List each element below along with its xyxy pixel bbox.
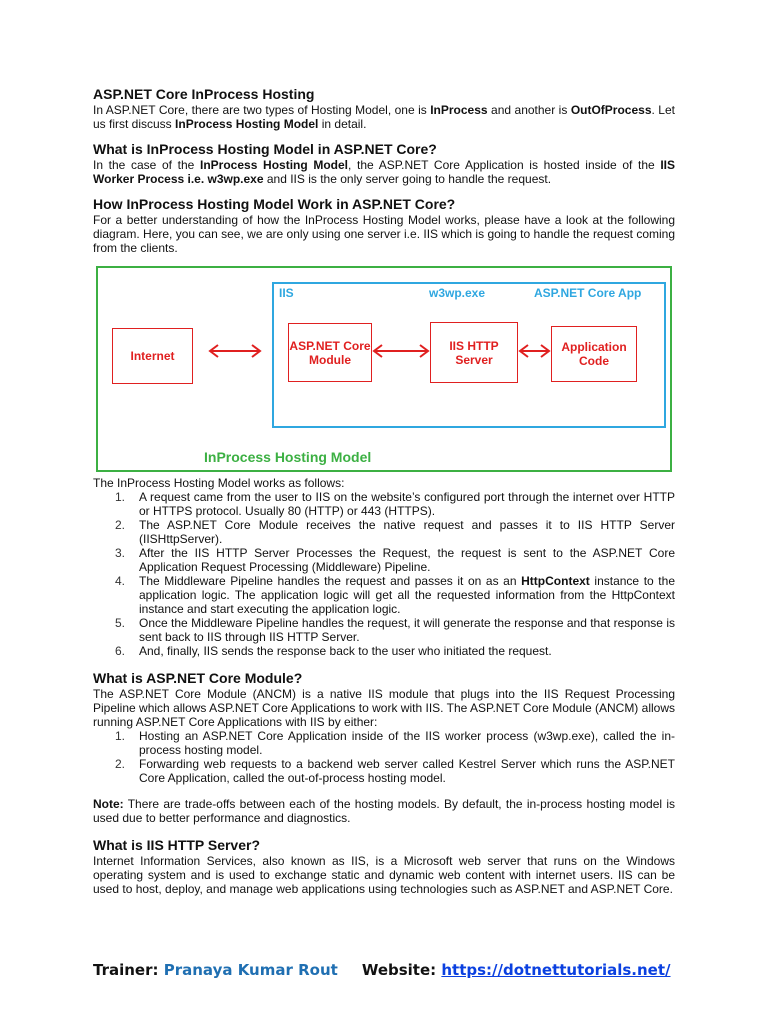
list-text: Forwarding web requests to a backend web server called Kestrel Server which runs the ASP.NET Core Application, called the out-of-process hosting model. [139, 757, 675, 785]
aspnet-core-app-label: ASP.NET Core App [534, 286, 642, 300]
list-item [93, 518, 675, 546]
heading-what-is-inprocess: What is InProcess Hosting Model in ASP.NET Core? [93, 141, 437, 157]
list-number: 4. [115, 574, 126, 588]
steps-intro: The InProcess Hosting Model works as follows: [93, 476, 345, 490]
list-text: The ASP.NET Core Module receives the native request and passes it to IIS HTTP Server (IISHttpServer). [139, 518, 675, 546]
list-text: The Middleware Pipeline handles the request and passes it on as an [139, 574, 522, 588]
list-text: After the IIS HTTP Server Processes the Request, the request is sent to the ASP.NET Core Application Request Processing (Middleware) Pipeline. [139, 546, 675, 574]
text: in detail. [318, 117, 367, 131]
text: and IIS is the only server going to handle the request. [263, 172, 552, 186]
list-number: 5. [115, 616, 126, 630]
document-body-lower [93, 476, 675, 896]
note-label: Note: [93, 797, 124, 811]
heading-aspnet-core-module: What is ASP.NET Core Module? [93, 670, 303, 686]
bold-text: InProcess [430, 103, 488, 117]
note-paragraph [93, 797, 675, 825]
module-label: ASP.NET Core Module [289, 338, 371, 367]
steps-list [93, 490, 675, 658]
list-item [93, 757, 675, 785]
w3wp-label: w3wp.exe [429, 286, 486, 300]
text: In the case of the [93, 158, 201, 172]
module-list [93, 729, 675, 785]
list-item [93, 644, 675, 658]
bold-text: InProcess Hosting Model [175, 117, 319, 131]
iis-paragraph: Internet Information Services, also known as IIS, is a Microsoft web server that runs on the Windows operating system and is used to exchange static and dynamic web content with internet users. IIS can be used to host, deploy, and manage web applications using technologies such as ASP.NET and ASP.NET Core. [93, 854, 675, 896]
heading-how-inprocess-works: How InProcess Hosting Model Work in ASP.NET Core? [93, 196, 456, 212]
bold-text: InProcess Hosting Model [200, 158, 349, 172]
text: and another is [487, 103, 571, 117]
list-item [93, 546, 675, 574]
list-text: A request came from the user to IIS on the website’s configured port through the internet over HTTP or HTTPS protocol. Usually 80 (HTTP) or 443 (HTTPS). [139, 490, 675, 518]
list-number: 2. [115, 757, 126, 771]
how-paragraph: For a better understanding of how the InProcess Hosting Model works, please have a look at the following diagram. Here, you can see, we are only using one server i.e. IIS which is going to handle the request coming from the clients. [93, 213, 675, 255]
text: . Let us first discuss [93, 103, 675, 131]
internet-label: Internet [130, 349, 175, 363]
list-text: Hosting an ASP.NET Core Application inside of the IIS worker process (w3wp.exe), called the in-process hosting model. [139, 729, 675, 757]
list-text: And, finally, IIS sends the response back to the user who initiated the request. [139, 644, 552, 658]
list-number: 3. [115, 546, 126, 560]
list-text: Once the Middleware Pipeline handles the request, it will generate the response and that response is sent back to IIS through IIS HTTP Server. [139, 616, 675, 644]
footer [93, 961, 671, 979]
list-number: 1. [115, 490, 126, 504]
list-text: instance to the application logic. The application logic will get all the requested information from the HttpContext instance and start executing the application logic. [139, 574, 675, 616]
list-item [93, 490, 675, 518]
website-link[interactable]: https://dotnettutorials.net/ [441, 961, 671, 979]
list-item [93, 729, 675, 757]
app-code-label: Application Code [561, 340, 627, 368]
bold-text: IIS Worker Process i.e. w3wp.exe [93, 158, 675, 186]
list-number: 2. [115, 518, 126, 532]
heading-inprocess-hosting: ASP.NET Core InProcess Hosting [93, 86, 315, 102]
bold-text: OutOfProcess [570, 103, 652, 117]
list-number: 1. [115, 729, 126, 743]
list-number: 6. [115, 644, 126, 658]
trainer-label: Trainer: [93, 961, 164, 979]
text: , the ASP.NET Core Application is hosted inside of the [348, 158, 661, 172]
list-item [93, 574, 675, 616]
note-text: There are trade-offs between each of the hosting models. By default, the in-process hosting model is used due to better performance and diagnostics. [93, 797, 675, 825]
diagram-caption: InProcess Hosting Model [204, 449, 372, 465]
website-label: Website: [361, 961, 442, 979]
iis-label: IIS [279, 286, 294, 300]
list-item [93, 616, 675, 644]
heading-iis-http-server: What is IIS HTTP Server? [93, 837, 261, 853]
bold-text: HttpContext [521, 574, 590, 588]
text: In ASP.NET Core, there are two types of Hosting Model, one is [93, 103, 431, 117]
module-paragraph: The ASP.NET Core Module (ANCM) is a native IIS module that plugs into the IIS Request Processing Pipeline which allows ASP.NET Core Applications to work with IIS. The ASP.NET Core Module (ANCM) allows running ASP.NET Core Applications with IIS by either: [93, 687, 675, 729]
trainer-name: Pranaya Kumar Rout [163, 961, 338, 979]
http-server-label: IIS HTTP Server [449, 338, 499, 367]
